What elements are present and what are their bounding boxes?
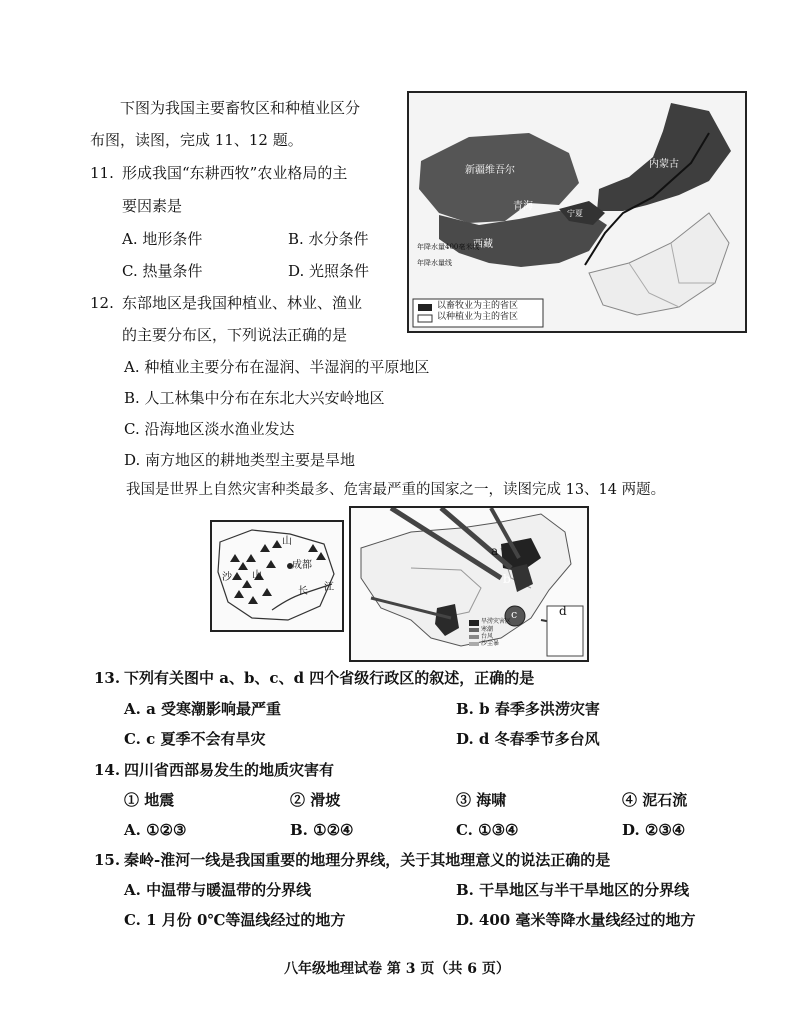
map1-label-ningxia: 宁夏 <box>567 209 583 218</box>
map1-label-qinghai: 青海 <box>513 201 533 212</box>
q12-number: 12. <box>90 294 114 312</box>
q14-item-1: ① 地震 <box>124 791 175 809</box>
q12-stem-1: 东部地区是我国种植业、林业、渔业 <box>122 294 363 312</box>
china-disaster-map <box>349 506 589 662</box>
q13-number: 13. <box>94 669 121 687</box>
intro-disaster: 我国是世界上自然灾害种类最多、危害最严重的国家之一，读图完成 13、14 两题。 <box>126 482 666 498</box>
map2-label-sha: 沙 <box>222 572 232 583</box>
map2-label-shan-2: 山 <box>252 570 262 581</box>
q14-option-a: A. ①②③ <box>124 821 187 839</box>
map1-label-neimeng: 内蒙古 <box>649 159 679 170</box>
q14-number: 14. <box>94 761 121 779</box>
q15-stem: 秦岭-淮河一线是我国重要的地理分界线，关于其地理意义的说法正确的是 <box>124 851 611 869</box>
map1-legend-livestock: 以畜牧业为主的省区 <box>437 301 519 311</box>
q14-item-3: ③ 海啸 <box>456 791 507 809</box>
q14-option-b: B. ①②④ <box>290 821 354 839</box>
q14-option-c: C. ①③④ <box>456 821 519 839</box>
q12-option-d: D. 南方地区的耕地类型主要是旱地 <box>124 451 356 469</box>
china-disaster-graphic <box>351 508 587 660</box>
q13-option-d: D. d 冬春季节多台风 <box>456 730 600 748</box>
q14-item-2: ② 滑坡 <box>290 791 341 809</box>
intro-line-1: 下图为我国主要畜牧区和种植业区分 <box>120 99 361 117</box>
map1-label-xinjiang: 新疆维吾尔 <box>465 165 515 176</box>
q11-number: 11. <box>90 164 114 182</box>
q13-option-c: C. c 夏季不会有旱灾 <box>124 730 266 748</box>
map3-legend-3: 沙尘暴 <box>481 640 500 647</box>
q11-option-d: D. 光照条件 <box>288 262 370 280</box>
intro-line-2: 布图，读图，完成 11、12 题。 <box>90 131 303 149</box>
map2-label-jiang: 江 <box>324 582 334 593</box>
q13-option-b: B. b 春季多洪涝灾害 <box>456 700 600 718</box>
map2-label-chang: 长 <box>298 586 308 597</box>
map3-legend-0: 旱涝灾害区 <box>481 618 512 625</box>
q14-stem: 四川省西部易发生的地质灾害有 <box>124 761 335 779</box>
q15-option-c: C. 1 月份 0℃等温线经过的地方 <box>124 911 346 929</box>
q11-stem-2: 要因素是 <box>122 197 183 215</box>
map3-label-d: d <box>559 604 567 618</box>
q15-option-d: D. 400 毫米等降水量线经过的地方 <box>456 911 696 929</box>
q12-option-b: B. 人工林集中分布在东北大兴安岭地区 <box>124 389 385 407</box>
q11-option-a: A. 地形条件 <box>122 230 203 248</box>
q11-option-c: C. 热量条件 <box>122 262 203 280</box>
page-footer: 八年级地理试卷 第 3 页（共 6 页） <box>284 961 510 977</box>
sichuan-terrain-map <box>210 520 344 632</box>
q13-stem: 下列有关图中 a、b、c、d 四个省级行政区的叙述，正确的是 <box>124 669 535 687</box>
q14-item-4: ④ 泥石流 <box>622 791 688 809</box>
china-agriculture-map <box>407 91 747 333</box>
q12-option-c: C. 沿海地区淡水渔业发达 <box>124 420 295 438</box>
q12-stem-2: 的主要分布区，下列说法正确的是 <box>122 326 348 344</box>
q11-option-b: B. 水分条件 <box>288 230 369 248</box>
q15-number: 15. <box>94 851 121 869</box>
map1-label-xizang: 西藏 <box>473 239 493 250</box>
map1-label-400mm-line: 年降水量400毫米线 <box>417 243 480 251</box>
map2-label-shan-1: 山 <box>282 536 292 547</box>
map3-label-b: b <box>503 572 511 586</box>
q15-option-a: A. 中温带与暖温带的分界线 <box>124 881 312 899</box>
q13-option-a: A. a 受寒潮影响最严重 <box>124 700 282 718</box>
q11-stem-1: 形成我国“东耕西牧”农业格局的主 <box>122 164 348 182</box>
map3-label-a: a <box>491 544 499 558</box>
map3-legend-1: 寒潮 <box>481 626 494 633</box>
map1-label-line2: 年降水量线 <box>417 259 452 267</box>
map2-label-chengdu: 成都 <box>292 560 312 571</box>
map1-legend-crop: 以种植业为主的省区 <box>437 312 519 322</box>
q12-option-a: A. 种植业主要分布在湿润、半湿润的平原地区 <box>124 358 430 376</box>
q15-option-b: B. 干旱地区与半干旱地区的分界线 <box>456 881 690 899</box>
q14-option-d: D. ②③④ <box>622 821 686 839</box>
map3-label-c: c <box>511 608 518 621</box>
map3-legend-2: 台风 <box>481 633 494 640</box>
